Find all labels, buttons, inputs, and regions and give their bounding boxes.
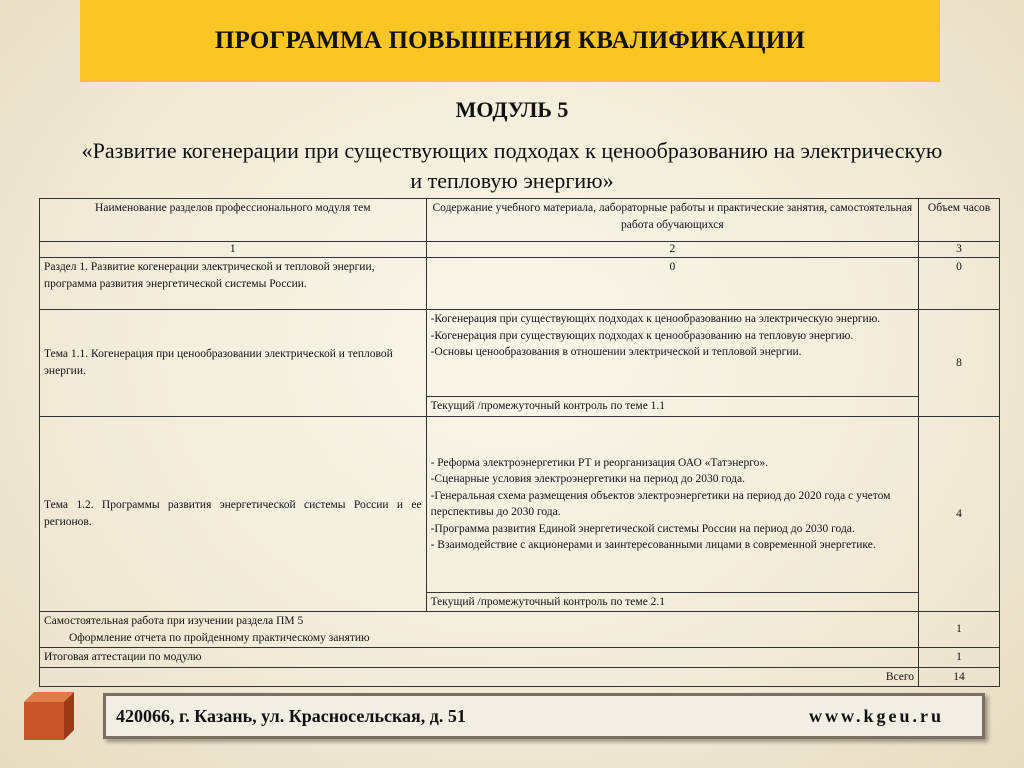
selfwork-hours: 1 <box>919 612 1000 648</box>
header-content: Содержание учебного материала, лабораторные работы и практические занятия, самостоятельная работа обучающихся <box>426 199 918 242</box>
subtitle-line-2: и тепловую энергию» <box>410 168 614 193</box>
subtitle-line-1: «Развитие когенерации при существующих подходах к ценообразованию на электрическую <box>81 138 943 163</box>
selfwork-description: Оформление отчета по пройденному практическому занятию <box>69 631 370 644</box>
module-subtitle <box>8 136 1016 196</box>
topic-1-2-control: Текущий /промежуточный контроль по теме 2.1 <box>426 592 918 612</box>
list-item: -Когенерация при существующих подходах к ценообразованию на тепловую энергию. <box>430 329 854 342</box>
table-row <box>40 310 1000 397</box>
cube-front-face <box>24 702 64 740</box>
attestation-hours: 1 <box>919 648 1000 668</box>
section-1-name: Раздел 1. Развитие когенерации электрической и тепловой энергии, программа развития энергетической системы России. <box>40 258 427 310</box>
footer-website-link[interactable]: www.kgeu.ru <box>808 705 944 726</box>
topic-1-1-control: Текущий /промежуточный контроль по теме 1.1 <box>426 397 918 417</box>
table-row <box>40 648 1000 668</box>
selfwork-title: Самостоятельная работа при изучении раздела ПМ 5 <box>44 615 304 627</box>
page-title: ПРОГРАММА ПОВЫШЕНИЯ КВАЛИФИКАЦИИ <box>214 27 806 54</box>
cube-icon <box>22 690 78 742</box>
list-item: -Программа развития Единой энергетической системы России на период до 2030 года. <box>430 522 855 535</box>
footer-address: 420066, г. Казань, ул. Красносельская, д. 51 <box>116 705 466 726</box>
column-number-row <box>40 242 1000 258</box>
list-item: -Генеральная схема размещения объектов электроэнергетики на период до 2020 года с учетом перспективы до 2030 года. <box>430 489 891 518</box>
footer-bar <box>103 693 985 739</box>
topic-1-2-hours: 4 <box>919 416 1000 612</box>
table-row <box>40 667 1000 687</box>
list-item: -Основы ценообразования в отношении электрической и тепловой энергии. <box>430 346 802 358</box>
table-header-row <box>40 199 1000 242</box>
list-item: - Взаимодействие с акционерами и заинтересованными лицами в современной энергетике. <box>430 539 876 551</box>
table-row <box>40 258 1000 310</box>
table-row <box>40 416 1000 592</box>
column-number: 3 <box>919 242 1000 258</box>
module-label: МОДУЛЬ 5 <box>455 97 569 122</box>
column-number: 2 <box>426 242 918 258</box>
table-row <box>40 612 1000 648</box>
header-sections: Наименование разделов профессионального модуля тем <box>40 199 427 242</box>
selfwork-cell <box>40 612 919 648</box>
topic-1-1-name: Тема 1.1. Когенерация при ценообразовании электрической и тепловой энергии. <box>40 310 427 417</box>
header-hours: Объем часов <box>919 199 1000 242</box>
topic-1-2-name: Тема 1.2. Программы развития энергетической системы России и ее регионов. <box>40 416 427 612</box>
curriculum-table <box>39 198 1000 687</box>
topic-1-1-content <box>426 310 918 397</box>
topic-1-2-content <box>426 416 918 592</box>
title-banner <box>80 0 940 82</box>
list-item: - Реформа электроэнергетики РТ и реорганизация ОАО «Татэнерго». <box>430 456 769 469</box>
list-item: -Когенерация при существующих подходах к ценообразованию на электрическую энергию. <box>430 313 881 325</box>
section-1-hours: 0 <box>919 258 1000 310</box>
total-label: Всего <box>40 667 919 687</box>
list-item: -Сценарные условия электроэнергетики на период до 2030 года. <box>430 473 746 485</box>
column-number: 1 <box>40 242 427 258</box>
attestation-label: Итоговая аттестации по модулю <box>40 648 919 668</box>
topic-1-1-hours: 8 <box>919 310 1000 417</box>
section-1-content: 0 <box>426 258 918 310</box>
total-hours: 14 <box>919 667 1000 687</box>
